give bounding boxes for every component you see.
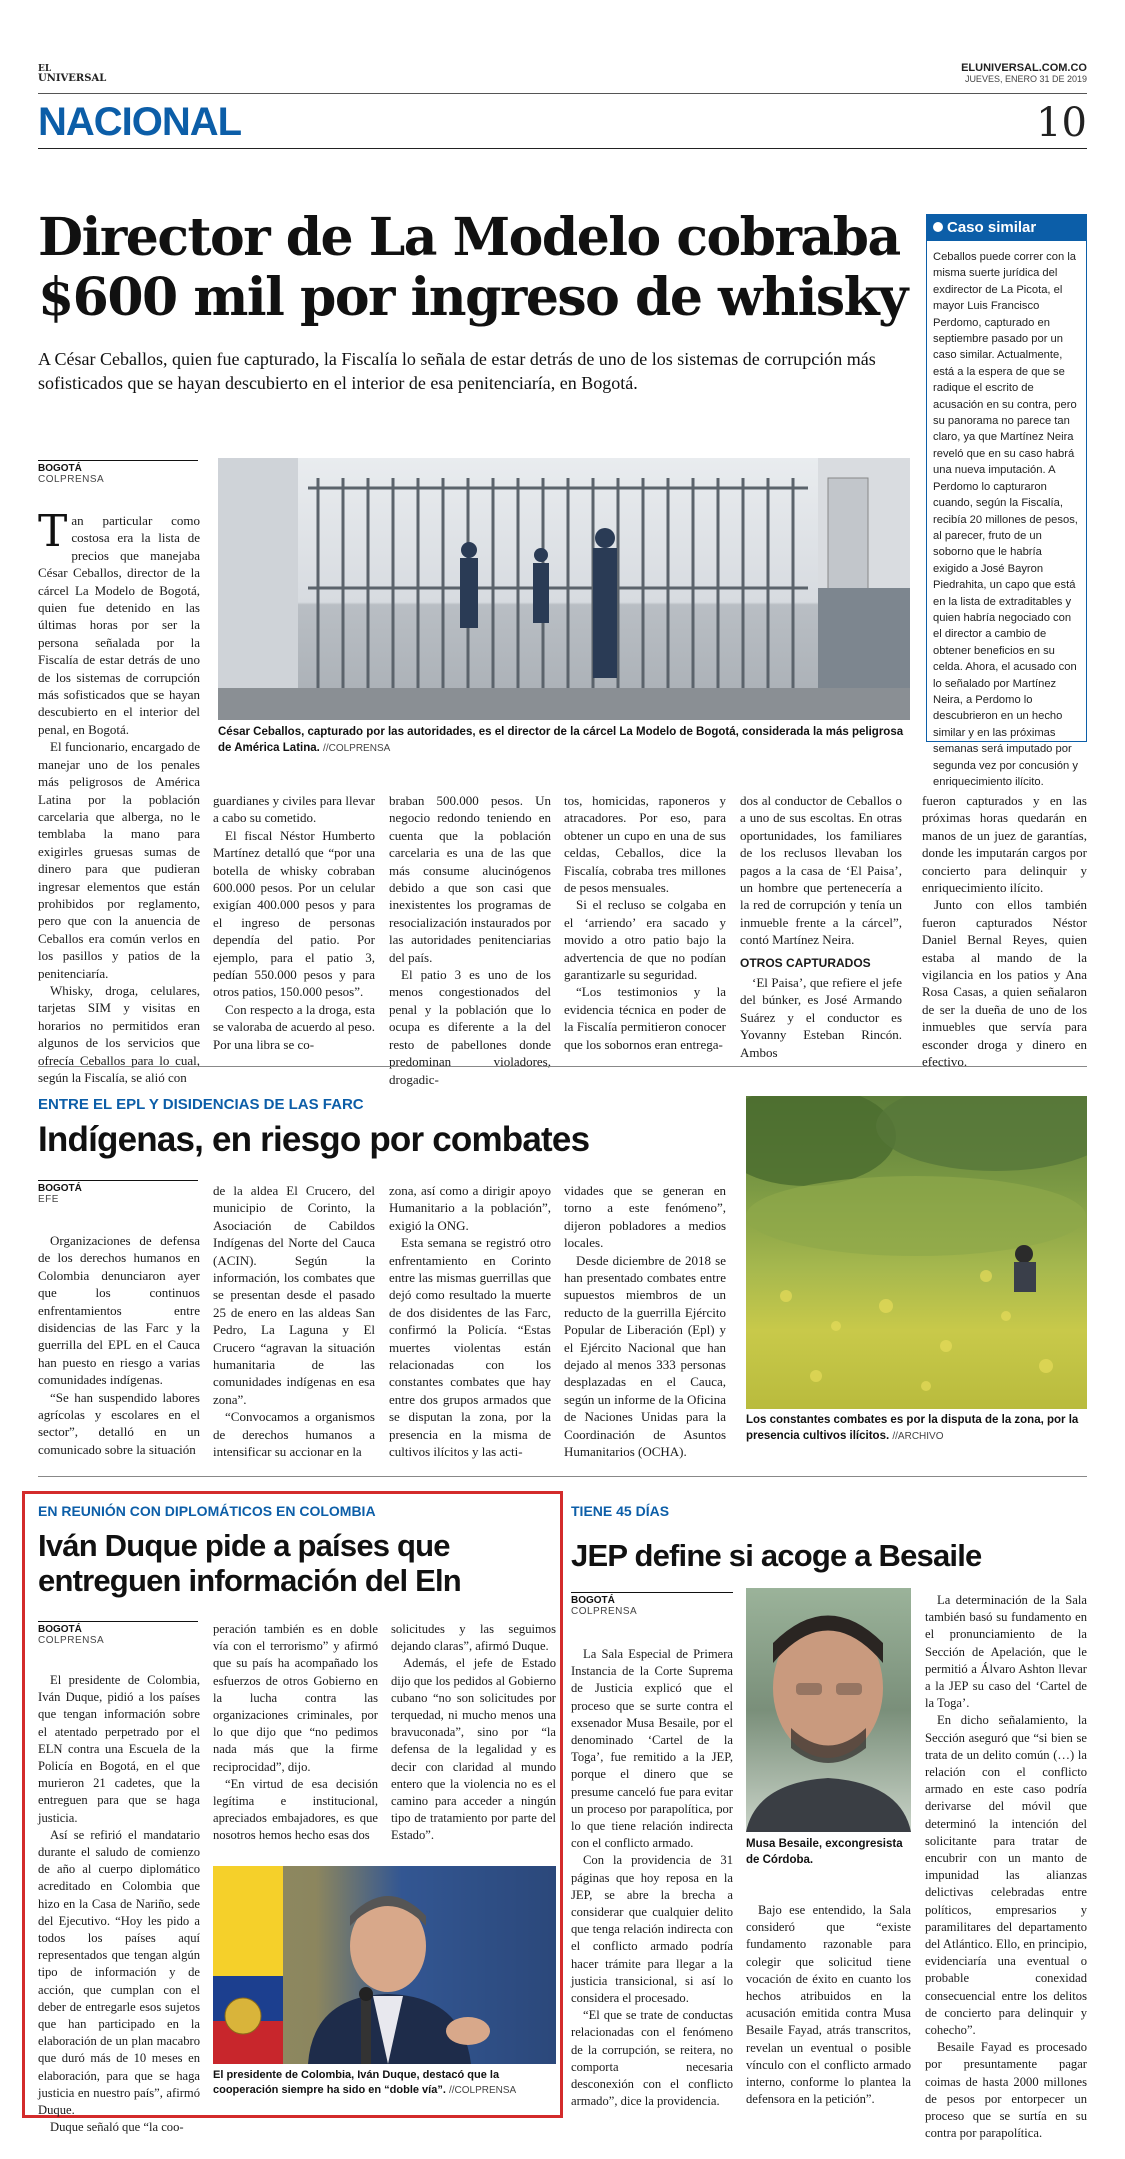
- section-title: NACIONAL: [38, 100, 242, 144]
- caption-credit: //ARCHIVO: [892, 1431, 944, 1442]
- story1-col1: [38, 506, 200, 1086]
- story3-headline: [38, 1528, 558, 1598]
- paragraph: peración también es en doble vía con el terrorismo” y afirmó que su país ha acompañado los esfuerzos de otros Gobierno en la lucha contra las organizaciones criminales, por lo que dijo que “no pedimos nada más que la firme reciprocidad”, dijo.: [213, 1622, 378, 1774]
- besaile-photo: [746, 1588, 911, 1832]
- byline-agency: COLPRENSA: [38, 474, 105, 485]
- story2-col2: [213, 1182, 375, 1461]
- paragraph: Whisky, droga, celulares, tarjetas SIM y visitas en horarios no permitidos eran algunos de los servicios que ofrecía Ceballos para lo cual, según la Fiscalía, se alió con: [38, 982, 200, 1085]
- prison-photo-caption: [218, 724, 910, 757]
- story1-col3: [389, 792, 551, 1088]
- story3-col1: [38, 1672, 200, 2136]
- story3-col3: [391, 1621, 556, 1845]
- story2-col3: [389, 1182, 551, 1461]
- sidebar-text: Ceballos puede correr con la misma suerte jurídica del exdirector de La Picota, el mayor Luis Francisco Perdomo, capturado en septiembre pasado por un caso similar. Actualmente, está a la espera de que se radique el escrito de acusación en su contra, pero su panorama no parece tan claro, ya que Martínez Neira reveló que en su caso habrá una nueva imputación. A Perdomo lo capturaron cuando, según la Fiscalía, recibía 20 millones de pesos, al parecer, fruto de un soborno que le habría exigido a José Bayron Piedrahita, un capo que está en la lista de extraditables y quien habría negociado con el director a cambio de obtener beneficios en su celda. Ahora, el acusado con lo señalado por Martínez Neira, a Perdomo lo descubrieron en un hecho similar y en las próximas semanas será imputado por segunda vez por concusión y enriquecimiento ilícito.: [933, 251, 1078, 788]
- prison-photo: [218, 458, 910, 720]
- story3-byline: [38, 1621, 198, 1646]
- story2-col4: [564, 1182, 726, 1461]
- paragraph: Desde diciembre de 2018 se han presentado combates entre supuestos miembros de un reducto de la guerrilla Ejército Popular de Liberación (Epl) y el Ejército Nacional que han dejado al menos 333 personas desplazadas en el Cauca, según un informe de la Oficina de Naciones Unidas para la Coordinación de Asuntos Humanitarios (OCHA).: [564, 1252, 726, 1460]
- logo-line1: EL: [38, 64, 52, 74]
- byline-city: BOGOTÁ: [38, 1624, 82, 1635]
- byline-city: BOGOTÁ: [38, 463, 82, 474]
- sidebar-box: [926, 214, 1087, 788]
- paragraph: “En virtud de esa decisión legítima e institucional, apreciados embajadores, es que nosotros hemos hecho esas dos: [213, 1776, 378, 1843]
- paragraph: Junto con ellos también fueron capturados Néstor Daniel Bernal Reyes, quien estaba al mando de la vigilancia en los patios y Ana Rosa Casas, a quien señalaron de ser la dueña de uno de los inmuebles que servía para esconder droga y dinero en efectivo.: [922, 897, 1087, 1070]
- paragraph: “Los testimonios y la evidencia técnica en poder de la Fiscalía permitieron conocer que los sobornos eran entrega-: [564, 984, 726, 1052]
- paragraph: Esta semana se registró otro enfrentamiento en Corinto entre las mismas guerrillas que dejó como resultado la muerte de dos disidentes de las Farc, confirmó la Policía. “Estas muertes violentas están relacionadas con los constantes combates que hay entre dos grupos armados que se disputan la zona, por la presencia en la misma de cultivos ilícitos y las acti-: [389, 1235, 551, 1460]
- duque-photo-illustration: [213, 1866, 556, 2064]
- caption-text: Los constantes combates es por la disputa de la zona, por la presencia cultivos ilícitos.: [746, 1414, 1079, 1442]
- paragraph: an particular como costosa era la lista de precios que manejaba César Ceballos, director de la cárcel La Modelo de Bogotá, quien fue detenido en las últimas horas por ser la persona señalada por la Fiscalía de estar detrás de uno de los sistemas de corrupción más sofisticados que se hayan descubierto en el interior del penal, en Bogotá.: [38, 513, 200, 737]
- field-photo: [746, 1096, 1087, 1409]
- caption-credit: //COLPRENSA: [323, 743, 391, 754]
- story1-headline: [38, 208, 918, 328]
- sidebar-title: Caso similar: [947, 219, 1037, 236]
- duque-photo: [213, 1866, 556, 2064]
- story1-col4: [564, 792, 726, 1053]
- story2-col1: [38, 1232, 200, 1458]
- story2-kicker: ENTRE EL EPL Y DISIDENCIAS DE LAS FARC: [38, 1096, 364, 1113]
- sidebar-header: [927, 214, 1086, 241]
- logo-line2: UNIVERSAL: [38, 73, 107, 84]
- duque-photo-caption: [213, 2068, 556, 2098]
- besaile-photo-illustration: [746, 1588, 911, 1832]
- paragraph: solicitudes y las seguimos dejando claras”, afirmó Duque.: [391, 1622, 556, 1654]
- story1-col5: [740, 792, 902, 1061]
- caption-text: César Ceballos, capturado por las autoridades, es el director de la cárcel La Modelo de Bogotá, considerada la más peligrosa de América Latina.: [218, 726, 904, 754]
- paragraph: El funcionario, encargado de manejar uno de los penales más peligrosos de América Latina por la población carcelaria que alberga, no le temblaba la mano para exigirles gruesas sumas de dinero para que pudieran ingresar elementos que están prohibidos por reglamento, pero que con la anuencia de Ceballos era común verlos en los pasillos y patios de la penitenciaría.: [38, 739, 200, 981]
- story1-byline: [38, 460, 198, 485]
- site-url: ELUNIVERSAL.COM.CO: [961, 62, 1087, 74]
- paragraph: fueron capturados y en las próximas horas quedarán en manos de un juez de garantías, donde les imputarán cargos por concierto para delinquir y enriquecimiento ilícito.: [922, 793, 1087, 896]
- masthead-right: [961, 62, 1087, 84]
- field-photo-illustration: [746, 1096, 1087, 1409]
- paragraph: guardianes y civiles para llevar a cabo su cometido.: [213, 793, 375, 826]
- story3-col2: [213, 1621, 378, 1845]
- besaile-photo-caption: Musa Besaile, excongresista de Córdoba.: [746, 1838, 903, 1866]
- paragraph: El patio 3 es uno de los menos congestionados del penal y la población que lo ocupa es diferente a la del resto de pabellones donde predominan violadores, drogadic-: [389, 967, 551, 1087]
- story4-kicker: TIENE 45 DÍAS: [571, 1503, 670, 1519]
- paragraph: La determinación de la Sala también basó su fundamento en el pronunciamiento de la Sección de Apelación, que le permitió a Álvaro Ashton llevar a la JEP su caso del ‘Cartel de la Toga’.: [925, 1593, 1087, 1711]
- story3-headline-line1: Iván Duque pide a países que: [38, 1528, 450, 1563]
- paragraph: Organizaciones de defensa de los derechos humanos en Colombia denunciaron ayer que los continuos enfrentamientos entre disidencias de las Farc y la guerrilla del EPL en el Cauca han puesto en riesgo a varias comunidades indígenas.: [38, 1233, 200, 1388]
- story2-byline: [38, 1180, 198, 1205]
- paragraph: La Sala Especial de Primera Instancia de la Corte Suprema de Justicia explicó que el proceso que se surte contra el exsenador Musa Besaile, por el denominado ‘Cartel de la Toga’, fue remitido a la JEP, porque el dinero que se presume canceló fue para evitar un proceso por parapolítica, por lo que tiene relación indirecta con el conflicto armado.: [571, 1647, 733, 1851]
- byline-agency: EFE: [38, 1194, 59, 1205]
- paragraph: Duque señaló que “la coo-: [50, 2120, 184, 2135]
- paragraph: Bajo ese entendido, la Sala consideró que “existe fundamento razonable para colegir que solicitud tiene vocación de éxito en cuanto los hechos atribuidos en la acusación emitida contra Musa Besaile Fayad, atrás transcritos, revelan un eventual o posible vínculo con el conflicto armado interno, conforme lo plantea la defensora en la petición”.: [746, 1903, 911, 2107]
- story-divider: [38, 1066, 1087, 1067]
- story1-headline-line2: $600 mil por ingreso de whisky: [38, 267, 907, 328]
- page-number: 10: [1036, 100, 1087, 146]
- masthead: [38, 58, 1087, 94]
- paragraph: “Se han suspendido labores agrícolas y escolares en el sector”, detalló en un comunicado sobre la situación: [38, 1389, 200, 1457]
- story4-col3: [925, 1592, 1087, 2143]
- paragraph: Si el recluso se colgaba en el ‘arriendo’ era sacado y movido a otro patio bajo la advertencia de que no podían garantizarle su seguridad.: [564, 897, 726, 983]
- caption-credit: //COLPRENSA: [448, 2085, 517, 2096]
- section-rule: [38, 148, 1087, 149]
- story4-col2: [746, 1902, 911, 2108]
- story1-col2: [213, 792, 375, 1053]
- paragraph: El presidente de Colombia, Iván Duque, pidió a los países que tengan información sobre el atentado perpetrado por el ELN contra una Escuela de la Policía en Bogotá, en el que murieron 21 cadetes, que la entreguen para que se haga justicia.: [38, 1673, 200, 1825]
- dropcap: T: [38, 506, 68, 557]
- story1-headline-line1: Director de La Modelo cobraba: [38, 207, 900, 268]
- issue-date: JUEVES, ENERO 31 DE 2019: [964, 74, 1087, 84]
- byline-agency: COLPRENSA: [38, 1635, 105, 1646]
- logo: [38, 64, 106, 84]
- prison-photo-illustration: [218, 458, 910, 720]
- field-photo-caption: [746, 1412, 1087, 1445]
- story-divider: [38, 1476, 1087, 1477]
- story3-kicker: EN REUNIÓN CON DIPLOMÁTICOS EN COLOMBIA: [38, 1503, 376, 1519]
- subhead: OTROS CAPTURADOS: [740, 955, 871, 970]
- paragraph: En dicho señalamiento, la Sección aseguró que “si bien se trata de un delito común (…) la relación con el conflicto armado en este caso podría derivarse del móvil que determinó la intención del solicitante para tratar de encubrir con un manto de impunidad las alianzas delictivas celebradas entre políticos, empresarios y paramilitares del departamento del Atlántico. Ello, en principio, evidenciaría una eventual o probable conexidad consecuencial entre los delitos de concierto para delinquir y cohecho”.: [925, 1713, 1087, 2038]
- story4-byline: [571, 1592, 733, 1617]
- story4-col1: [571, 1646, 733, 2110]
- caption-text: El presidente de Colombia, Iván Duque, destacó que la cooperación siempre ha sido en “doble vía”.: [213, 2069, 500, 2096]
- paragraph: zona, así como a dirigir apoyo Humanitario a la población”, exigió la ONG.: [389, 1183, 551, 1233]
- paragraph: tos, homicidas, raponeros y atracadores. Por eso, para obtener un cupo en una de sus celdas, Ceballos, dice la Fiscalía, cobraba tres millones de pesos mensuales.: [564, 793, 726, 896]
- byline-agency: COLPRENSA: [571, 1606, 638, 1617]
- story1-deck: A César Ceballos, quien fue capturado, la Fiscalía lo señala de estar detrás de uno de los sistemas de corrupción más sofisticados que se hayan descubierto en el interior de esa penitenciaría, en Bogotá.: [38, 349, 876, 393]
- paragraph: vidades que se generan en torno a este fenómeno”, dijeron pobladores a medios locales.: [564, 1183, 726, 1251]
- paragraph: “Convocamos a organismos de derechos humanos a intensificar su accionar en la: [213, 1409, 375, 1460]
- paragraph: Besaile Fayad es procesado por presuntamente pagar coimas de hasta 2000 millones de pesos por entorpecer un proceso que se surtía en su contra por parapolítica.: [925, 2040, 1087, 2141]
- byline-city: BOGOTÁ: [571, 1595, 615, 1606]
- story1-col6: [922, 792, 1087, 1071]
- bullet-icon: [933, 222, 943, 232]
- paragraph: Con respecto a la droga, esta se valoraba de acuerdo al peso. Por una libra se co-: [213, 1001, 375, 1052]
- story3-headline-line2: entreguen información del Eln: [38, 1563, 461, 1598]
- paragraph: Con la providencia de 31 páginas que hoy reposa en la JEP, se abre la brecha a considerar que cualquier delito que tenga relación indirecta con el conflicto armado podría hacer trámite para llegar a la justicia transicional, si así lo considera el procesado.: [571, 1853, 733, 2006]
- paragraph: ‘El Paisa’, que refiere el jefe del búnker, es José Armando Suárez y el conductor es Yovanny Esteban Rincón. Ambos: [740, 975, 902, 1060]
- paragraph: “El que se trate de conductas relacionadas con el fenómeno de la corrupción, se reitera, no comporta necesaria desconexión con el conflicto armado”, dice la providencia.: [571, 2008, 733, 2109]
- byline-city: BOGOTÁ: [38, 1183, 82, 1194]
- paragraph: de la aldea El Crucero, del municipio de Corinto, la Asociación de Cabildos Indígenas del Norte del Cauca (ACIN). Según la información, los combates que se presentan desde el pasado 25 de enero en las aldeas San Pedro, La Laguna y El Crucero “agravan la situación humanitaria de las comunidades indígenas en esa zona”.: [213, 1183, 375, 1407]
- paragraph: Así se refirió el mandatario durante el saludo de comienzo de año al cuerpo diplomático acreditado en Colombia que hizo en la Casa de Nariño, sede del Ejecutivo. “Hoy les pido a todos los países aquí representados que tengan algún tipo de información y de acción, que cumplan con el deber de entregarle esos sujetos que han participado en la elaboración de un plan macabro que duró más de 10 meses en elaboración, para que se haga justicia en nuestro país”, afirmó Duque.: [38, 1827, 200, 2118]
- story2-headline: Indígenas, en riesgo por combates: [38, 1120, 590, 1159]
- paragraph: Además, el jefe de Estado dijo que los pedidos al Gobierno cubano “no son solicitudes por terquedad, ni mucho menos una bravuconada”, sino por “la defensa de la legalidad y es decir con claridad al mundo entero que la violencia no es el camino para acceder a ningún tipo de tratamiento por parte del Estado”.: [391, 1656, 556, 1843]
- paragraph: braban 500.000 pesos. Un negocio redondo teniendo en cuenta que la población carcelaria es una de las que más consume alucinógenos debido a que son casi que inexistentes los programas de resocialización instaurados por las autoridades penitenciarias del país.: [389, 793, 551, 965]
- paragraph: El fiscal Néstor Humberto Martínez detalló que “por una botella de whisky cobraban 600.000 pesos. Por un celular exigían 400.000 pesos y para el ingreso de personas dependía del patio. Por ejemplo, para el patio 3, pedían 550.000 pesos y para otros patios, 150.000 pesos”.: [213, 827, 375, 1000]
- story4-headline: JEP define si acoge a Besaile: [571, 1538, 982, 1573]
- paragraph: dos al conductor de Ceballos o a uno de sus escoltas. En otras oportunidades, los familiares de los reclusos llevaban los pagos a la casa de ‘El Paisa’, un hombre que pertenecería a la red de corrupción y tenía un inmueble frente a la cárcel”, contó Martínez Neira.: [740, 793, 902, 948]
